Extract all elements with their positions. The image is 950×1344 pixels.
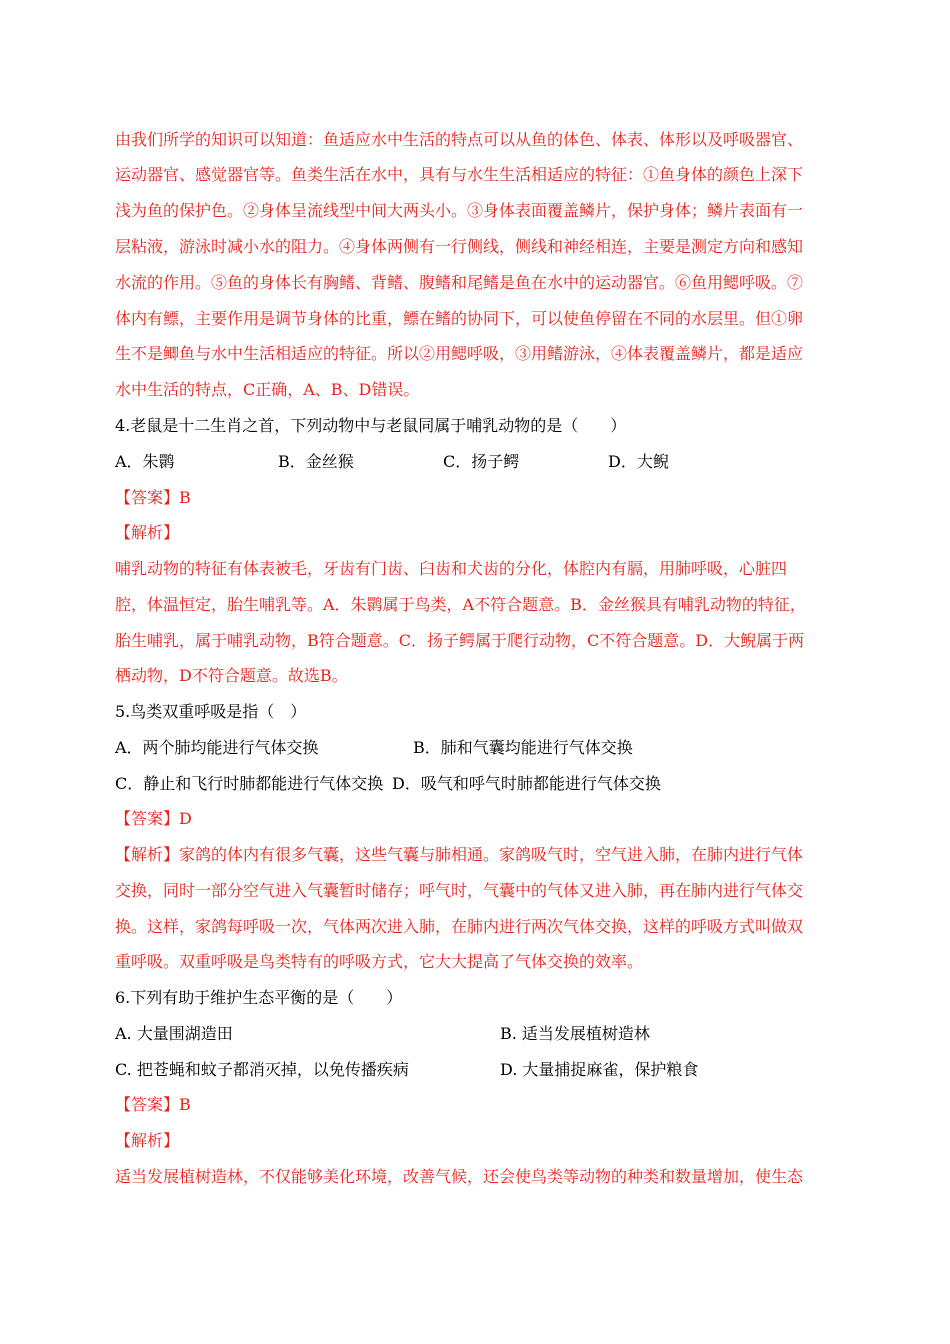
option-a: A．两个肺均能进行气体交换 [115, 738, 319, 757]
q3-analysis-line: 运动器官、感觉器官等。鱼类生活在水中，具有与水生生活相适应的特征：①鱼身体的颜色上深下 [115, 165, 804, 184]
q3-analysis-line: 生不是鲫鱼与水中生活相适应的特征。所以②用鳃呼吸，③用鳍游泳，④体表覆盖鳞片，都是适应 [115, 344, 804, 363]
question-text: 6.下列有助于维护生态平衡的是（ ） [115, 988, 403, 1007]
answer: 【答案】B [115, 1095, 191, 1114]
q3-analysis-line: 浅为鱼的保护色。②身体呈流线型中间大两头小。③身体表面覆盖鳞片，保护身体；鳞片表面有一 [115, 201, 804, 220]
q4-analysis-line: 腔，体温恒定，胎生哺乳等。A．朱鹮属于鸟类，A不符合题意。B．金丝猴具有哺乳动物的特征， [115, 595, 806, 614]
option-c: C．静止和飞行时肺都能进行气体交换 [115, 774, 384, 793]
option-d: D．大鲵 [608, 452, 669, 471]
analysis-label: 【解析】 [115, 1131, 180, 1150]
q5-analysis-line: 【解析】家鸽的体内有很多气囊，这些气囊与肺相通。家鸽吸气时，空气进入肺，在肺内进行气体 [115, 845, 804, 864]
q6-analysis-line: 适当发展植树造林，不仅能够美化环境，改善气候，还会使鸟类等动物的种类和数量增加，使生态 [115, 1167, 804, 1186]
analysis-label: 【解析】 [115, 523, 180, 542]
option-b: B. 适当发展植树造林 [500, 1024, 650, 1043]
option-a: A．朱鹮 [115, 452, 175, 471]
question-text: 4.老鼠是十二生肖之首，下列动物中与老鼠同属于哺乳动物的是（ ） [115, 416, 627, 435]
q4-analysis-line: 栖动物，D不符合题意。故选B。 [115, 666, 348, 685]
option-c: C. 把苍蝇和蚊子都消灭掉，以免传播疾病 [115, 1060, 409, 1079]
q4-analysis-line: 胎生哺乳，属于哺乳动物，B符合题意。C．扬子鳄属于爬行动物，C不符合题意。D．大鲵属于两 [115, 631, 805, 650]
option-d: D．吸气和呼气时肺都能进行气体交换 [392, 774, 661, 793]
answer: 【答案】B [115, 488, 191, 507]
q3-analysis-line: 层粘液，游泳时减小水的阻力。④身体两侧有一行侧线，侧线和神经相连，主要是测定方向和感知 [115, 237, 804, 256]
q5-analysis-line: 换。这样，家鸽每呼吸一次，气体两次进入肺，在肺内进行两次气体交换，这样的呼吸方式叫做双 [115, 917, 804, 936]
option-b: B．肺和气囊均能进行气体交换 [413, 738, 633, 757]
q3-analysis-line: 体内有鳔，主要作用是调节身体的比重，鳔在鳍的协同下，可以使鱼停留在不同的水层里。但①卵 [115, 309, 804, 328]
q4-analysis-line: 哺乳动物的特征有体表被毛，牙齿有门齿、臼齿和犬齿的分化，体腔内有膈，用肺呼吸，心脏四 [115, 559, 788, 578]
q3-analysis-line: 水中生活的特点，C正确，A、B、D错误。 [115, 380, 420, 399]
q3-analysis-line: 水流的作用。⑤鱼的身体长有胸鳍、背鳍、腹鳍和尾鳍是鱼在水中的运动器官。⑥鱼用鳃呼吸。⑦ [115, 273, 804, 292]
q5-analysis-line: 重呼吸。双重呼吸是鸟类特有的呼吸方式，它大大提高了气体交换的效率。 [115, 952, 644, 971]
answer: 【答案】D [115, 809, 192, 828]
q3-analysis-line: 由我们所学的知识可以知道：鱼适应水中生活的特点可以从鱼的体色、体表、体形以及呼吸器官、 [115, 130, 804, 149]
option-a: A. 大量围湖造田 [115, 1024, 233, 1043]
q5-analysis-line: 交换，同时一部分空气进入气囊暂时储存；呼气时，气囊中的气体又进入肺，再在肺内进行气体交 [115, 881, 804, 900]
question-text: 5.鸟类双重呼吸是指（ ） [115, 702, 307, 721]
option-c: C．扬子鳄 [443, 452, 520, 471]
option-b: B．金丝猴 [278, 452, 354, 471]
option-d: D. 大量捕捉麻雀，保护粮食 [500, 1060, 699, 1079]
